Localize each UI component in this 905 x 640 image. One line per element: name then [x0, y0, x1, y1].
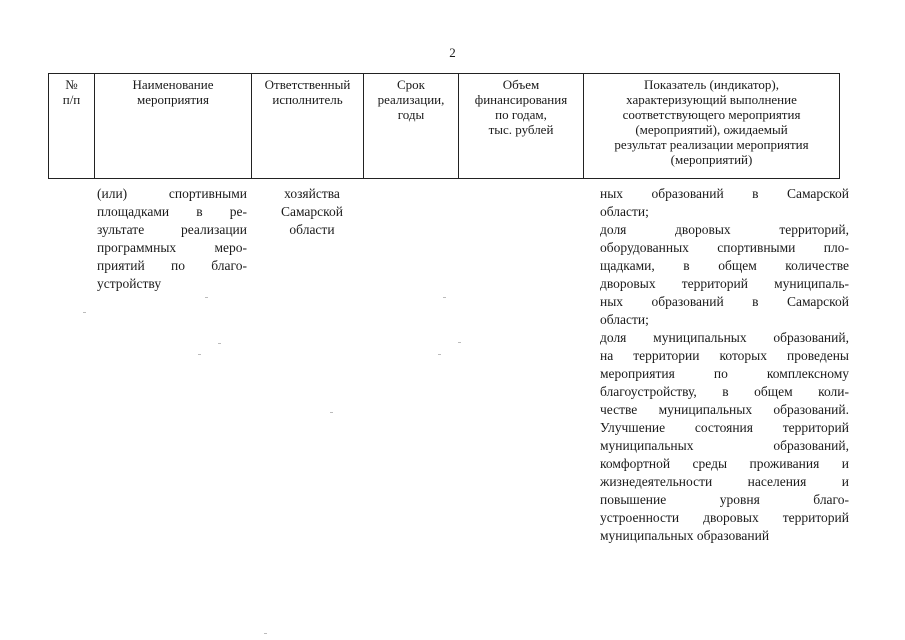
col-number-header: [49, 74, 95, 179]
text-line: оборудованных спортивными пло-: [600, 240, 849, 255]
text-line: комфортной среды проживания и: [600, 456, 849, 471]
text-line: честве муниципальных образований.: [600, 402, 849, 417]
header-text-line: по годам,: [495, 107, 547, 122]
header-text-line: результат реализации мероприятия: [614, 137, 809, 152]
text-line: муниципальных образований,: [600, 438, 849, 453]
header-text-line: (мероприятий), ожидаемый: [635, 122, 788, 137]
text-line: Самарской: [280, 204, 344, 219]
page-number: 2: [449, 45, 456, 60]
header-text-line: годы: [397, 107, 425, 122]
text-line: устройству: [97, 276, 162, 291]
header-text-line: Ответственный: [264, 77, 351, 92]
executor-cell: [257, 185, 367, 239]
text-line: жизнедеятельности населения и: [600, 474, 849, 489]
scan-speck: [218, 343, 221, 344]
text-line: (или) спортивными: [97, 186, 247, 201]
header-text-line: Срок: [397, 77, 425, 92]
scan-speck: [330, 412, 333, 413]
scan-speck: [438, 354, 441, 355]
col-name-header: [95, 74, 252, 179]
activity-name-cell: [97, 185, 247, 293]
header-text-line: п/п: [62, 92, 81, 107]
scan-speck: [205, 297, 208, 298]
text-line: щадками, в общем количестве: [600, 258, 849, 273]
header-text-line: мероприятия: [136, 92, 209, 107]
header-table: [48, 73, 840, 179]
col-funding-header: [459, 74, 584, 179]
text-line: ных образований в Самарской: [600, 294, 849, 309]
text-line: доля дворовых территорий,: [600, 222, 849, 237]
header-text-line: №: [65, 77, 78, 92]
text-line: повышение уровня благо-: [600, 492, 849, 507]
header-text-line: соответствующего мероприятия: [622, 107, 801, 122]
header-text-line: Показатель (индикатор),: [644, 77, 779, 92]
text-line: приятий по благо-: [97, 258, 247, 273]
scan-speck: [83, 312, 86, 313]
text-line: устроенности дворовых территорий: [600, 510, 849, 525]
col-term-header: [364, 74, 459, 179]
header-text-line: (мероприятий): [670, 152, 753, 167]
header-text-line: реализации,: [377, 92, 445, 107]
header-text-line: финансирования: [474, 92, 568, 107]
text-line: на территории которых проведены: [600, 348, 849, 363]
header-text-line: исполнитель: [272, 92, 343, 107]
text-line: муниципальных образований: [600, 528, 770, 543]
text-line: мероприятия по комплексному: [600, 366, 849, 381]
header-row: [49, 74, 840, 179]
text-line: ных образований в Самарской: [600, 186, 849, 201]
text-line: площадками в ре-: [97, 204, 247, 219]
scan-speck: [198, 354, 201, 355]
header-text-line: характеризующий выполнение: [626, 92, 797, 107]
scan-speck: [458, 342, 461, 343]
text-line: Улучшение состояния территорий: [600, 420, 849, 435]
header-text-line: тыс. рублей: [488, 122, 554, 137]
text-line: области;: [600, 204, 649, 219]
scan-speck: [443, 297, 446, 298]
text-line: области: [289, 222, 335, 237]
text-line: программных меро-: [97, 240, 247, 255]
text-line: области;: [600, 312, 649, 327]
text-line: доля муниципальных образований,: [600, 330, 849, 345]
indicator-cell: [600, 185, 849, 545]
text-line: благоустройству, в общем коли-: [600, 384, 849, 399]
col-indicator-header: [584, 74, 840, 179]
header-text-line: Объем: [502, 77, 540, 92]
text-line: зультате реализации: [97, 222, 247, 237]
text-line: дворовых территорий муниципаль-: [600, 276, 849, 291]
col-executor-header: [252, 74, 364, 179]
scan-speck: [264, 633, 267, 634]
text-line: хозяйства: [284, 186, 340, 201]
header-text-line: Наименование: [132, 77, 214, 92]
